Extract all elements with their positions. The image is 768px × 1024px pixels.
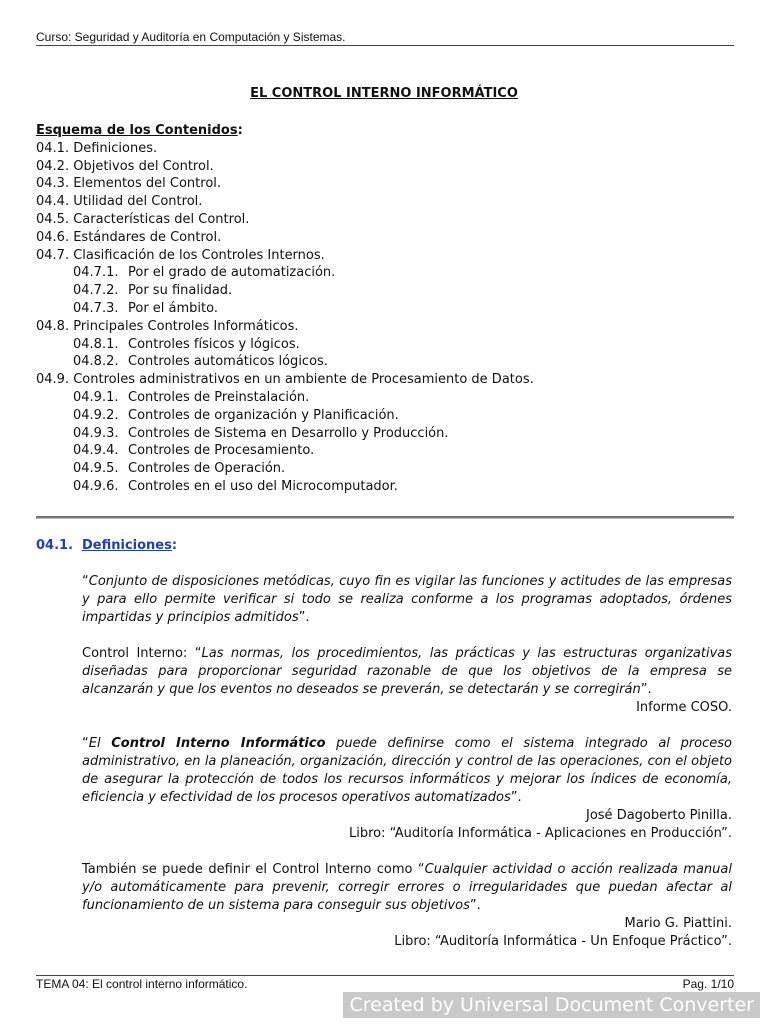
toc-item <box>36 140 534 158</box>
definition-2 <box>82 645 732 699</box>
toc-list <box>36 140 534 496</box>
section-title-suffix: : <box>171 538 178 553</box>
section-number: 04.1. <box>36 538 74 553</box>
section-title: Definiciones <box>82 538 172 553</box>
page-number: Pag. 1/10 <box>682 977 734 991</box>
toc-item-number: 04.2. <box>36 158 70 174</box>
document-title: EL CONTROL INTERNO INFORMÁTICO <box>250 86 518 101</box>
definition-3-author: José Dagoberto Pinilla. <box>586 808 732 823</box>
toc-item-text: Controles de Sistema en Desarrollo y Producción. <box>128 425 449 441</box>
toc-item <box>36 175 534 193</box>
toc-heading-suffix: : <box>237 123 243 138</box>
definitions-content <box>82 573 732 951</box>
toc-item-text: Por su finalidad. <box>128 283 233 299</box>
toc-item-text: Controles en el uso del Microcomputador. <box>128 478 398 494</box>
definition-4-book: Libro: “Auditoría Informática - Un Enfoque Práctico”. <box>394 934 732 949</box>
quote-close: ”. <box>469 898 481 913</box>
definition-4-lead: También se puede definir el Control Interno como “ <box>82 862 425 877</box>
definition-3-quote-a: El <box>88 736 112 751</box>
toc-item-number: 04.9.3. <box>73 425 119 441</box>
toc-item-text: Controles automáticos lógicos. <box>128 354 328 370</box>
toc-item <box>36 389 534 407</box>
toc-item <box>36 407 534 425</box>
toc-item <box>36 300 534 318</box>
definition-3-emphasis: Control Interno Informático <box>111 736 326 751</box>
definition-1-quote: Conjunto de disposiciones metódicas, cuyo fin es vigilar las funciones y actitudes de las empresas y para ello permite verificar si todo se realiza conforme a los programas adoptados, órdenes impartidas y principios admitidos <box>82 574 732 625</box>
definition-4 <box>82 861 732 915</box>
toc-item-number: 04.8.1. <box>73 336 119 352</box>
quote-open: “ <box>82 574 89 589</box>
toc-item-number: 04.8. <box>36 318 70 334</box>
section-heading <box>36 538 177 553</box>
quote-close: ”. <box>640 682 652 697</box>
toc-item <box>36 442 534 460</box>
toc-item-number: 04.5. <box>36 211 70 227</box>
toc-item-text: Principales Controles Informáticos. <box>73 318 299 334</box>
toc-item-number: 04.9.2. <box>73 407 119 423</box>
toc-item-number: 04.9.5. <box>73 461 119 477</box>
toc-item-number: 04.1. <box>36 140 70 156</box>
toc-item <box>36 211 534 229</box>
toc-item-number: 04.7. <box>36 247 70 263</box>
page-footer <box>36 975 734 991</box>
toc-item-text: Utilidad del Control. <box>73 194 203 210</box>
toc-item <box>36 425 534 443</box>
definition-3-quote-b: puede definirse como el sistema integrado al proceso administrativo, en la planeación, organización, dirección y control de las operaciones, con el objeto de asegurar la protección de todos los recursos informáticos y mejorar los índices de economía, eficiencia y efectividad de los procesos operativos automatizados <box>82 736 732 805</box>
quote-open: “ <box>82 736 89 751</box>
toc-item <box>36 247 534 265</box>
section-divider <box>36 516 734 519</box>
toc-item-text: Objetivos del Control. <box>73 158 214 174</box>
toc-item <box>36 478 534 496</box>
toc-item <box>36 336 534 354</box>
toc-item-number: 04.9. <box>36 372 70 388</box>
converter-watermark: Created by Universal Document Converter <box>343 992 760 1018</box>
toc-item-number: 04.9.1. <box>73 389 119 405</box>
toc-item-number: 04.7.3. <box>73 300 119 316</box>
toc-item-text: Controles administrativos en un ambiente de Procesamiento de Datos. <box>73 372 534 388</box>
toc-item-text: Controles de organización y Planificación. <box>128 407 399 423</box>
toc-heading <box>36 122 534 140</box>
toc-item-text: Elementos del Control. <box>73 176 222 192</box>
toc-item-number: 04.7.1. <box>73 265 119 281</box>
toc-item-text: Controles físicos y lógicos. <box>128 336 300 352</box>
toc-item <box>36 229 534 247</box>
toc-item-text: Características del Control. <box>73 211 250 227</box>
definition-2-quote: Las normas, los procedimientos, las prácticas y las estructuras organizativas diseñadas para proporcionar seguridad razonable de que los objetivos de la empresa se alcanzarán y que los eventos no deseados se preverán, se detectarán y se corregirán <box>82 646 732 697</box>
toc-item-text: Definiciones. <box>73 140 158 156</box>
quote-close: ”. <box>298 610 310 625</box>
toc-item-number: 04.4. <box>36 194 70 210</box>
quote-close: ”. <box>510 790 522 805</box>
toc-item-text: Por el ámbito. <box>128 300 218 316</box>
definition-4-quote: Cualquier actividad o acción realizada manual y/o automáticamente para prevenir, corregir errores o irregularidades que puedan afectar al funcionamiento de un sistema para conseguir sus objetivos <box>82 862 732 913</box>
toc-item-number: 04.3. <box>36 176 70 192</box>
toc-item <box>36 193 534 211</box>
toc-item <box>36 371 534 389</box>
toc-item <box>36 318 534 336</box>
toc-item <box>36 353 534 371</box>
toc-item-number: 04.9.6. <box>73 478 119 494</box>
definition-3-book: Libro: “Auditoría Informática - Aplicaciones en Producción”. <box>349 826 732 841</box>
toc-item-number: 04.8.2. <box>73 354 119 370</box>
toc-item-text: Estándares de Control. <box>73 229 222 245</box>
toc-item-text: Controles de Preinstalación. <box>128 389 310 405</box>
toc-item-text: Controles de Procesamiento. <box>128 443 315 459</box>
toc-item-number: 04.7.2. <box>73 283 119 299</box>
toc-item-number: 04.6. <box>36 229 70 245</box>
toc-item <box>36 158 534 176</box>
definition-4-author: Mario G. Piattini. <box>624 916 732 931</box>
toc-heading-text: Esquema de los Contenidos <box>36 123 238 138</box>
toc-item-number: 04.9.4. <box>73 443 119 459</box>
toc-item-text: Clasificación de los Controles Internos. <box>73 247 325 263</box>
toc-item <box>36 460 534 478</box>
course-name: Curso: Seguridad y Auditoría en Computación y Sistemas. <box>36 30 346 44</box>
toc-item <box>36 264 534 282</box>
footer-topic: TEMA 04: El control interno informático. <box>36 977 248 991</box>
toc-item-text: Por el grado de automatización. <box>128 265 336 281</box>
table-of-contents <box>36 122 534 496</box>
definition-1 <box>82 573 732 627</box>
toc-item-text: Controles de Operación. <box>128 461 286 477</box>
page-header <box>36 30 734 46</box>
definition-2-lead: Control Interno: “ <box>82 646 202 661</box>
definition-3 <box>82 735 732 807</box>
toc-item <box>36 282 534 300</box>
definition-2-source: Informe COSO. <box>636 700 732 715</box>
